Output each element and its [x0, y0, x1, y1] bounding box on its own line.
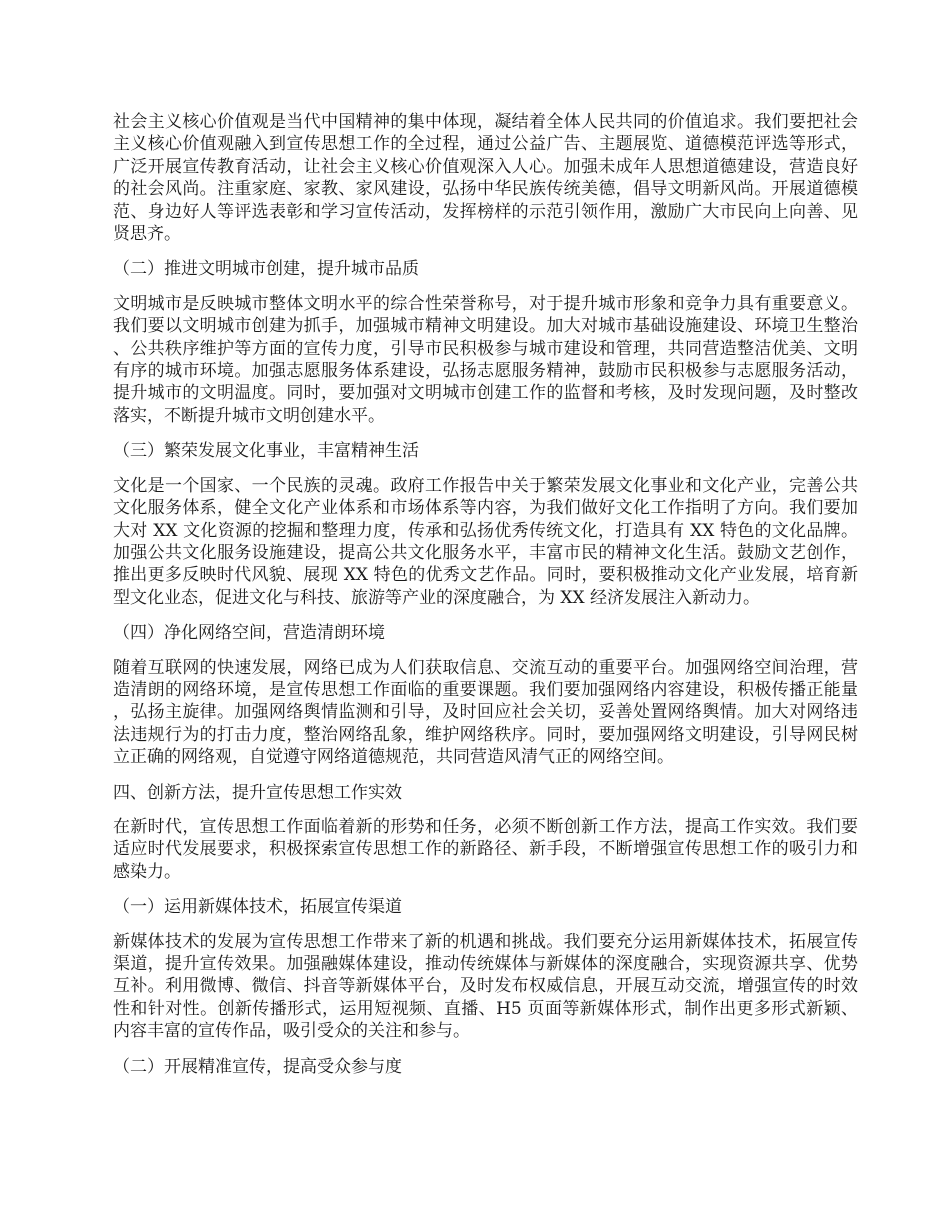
section-heading: （四）净化网络空间，营造清朗环境: [113, 623, 385, 644]
body-paragraph: 随着互联网的快速发展，网络已成为人们获取信息、交流互动的重要平台。加强网络空间治理，营造清朗的网络环境，是宣传思想工作面临的重要课题。我们要加强网络内容建设，积极传播正能量，弘扬主旋律。加强网络舆情监测和引导，及时回应社会关切，妥善处置网络舆情。加大对网络违法违规行为的打击力度，整治网络乱象，维护网络秩序。同时，要加强网络文明建设，引导网民树立正确的网络观，自觉遵守网络道德规范，共同营造风清气正的网络空间。: [113, 657, 858, 768]
section-heading: （二）推进文明城市创建，提升城市品质: [113, 259, 419, 280]
document-body: [113, 111, 858, 1090]
section-heading: （一）运用新媒体技术，拓展宣传渠道: [113, 897, 402, 918]
body-paragraph: 文化是一个国家、一个民族的灵魂。政府工作报告中关于繁荣发展文化事业和文化产业，完善公共文化服务体系，健全文化产业体系和市场体系等内容，为我们做好文化工作指明了方向。我们要加大对 XX 文化资源的挖掘和整理力度，传承和弘扬优秀传统文化，打造具有 XX 特色的文化品牌。加强公共文化服务设施建设，提高公共文化服务水平，丰富市民的精神文化生活。鼓励文艺创作，推出更多反映时代风貌、展现 XX 特色的优秀文艺作品。同时，要积极推动文化产业发展，培育新型文化业态，促进文化与科技、旅游等产业的深度融合，为 XX 经济发展注入新动力。: [113, 475, 858, 608]
chapter-heading: 四、创新方法，提升宣传思想工作实效: [113, 782, 402, 803]
section-heading: （二）开展精准宣传，提高受众参与度: [113, 1056, 402, 1077]
body-paragraph: 在新时代，宣传思想工作面临着新的形势和任务，必须不断创新工作方法，提高工作实效。我们要适应时代发展要求，积极探索宣传思想工作的新路径、新手段，不断增强宣传思想工作的吸引力和感染力。: [113, 816, 858, 882]
body-paragraph: 新媒体技术的发展为宣传思想工作带来了新的机遇和挑战。我们要充分运用新媒体技术，拓展宣传渠道，提升宣传效果。加强融媒体建设，推动传统媒体与新媒体的深度融合，实现资源共享、优势互补。利用微博、微信、抖音等新媒体平台，及时发布权威信息，开展互动交流，增强宣传的时效性和针对性。创新传播形式，运用短视频、直播、H5 页面等新媒体形式，制作出更多形式新颖、内容丰富的宣传作品，吸引受众的关注和参与。: [113, 931, 858, 1042]
section-heading: （三）繁荣发展文化事业，丰富精神生活: [113, 441, 419, 462]
body-paragraph: 社会主义核心价值观是当代中国精神的集中体现，凝结着全体人民共同的价值追求。我们要把社会主义核心价值观融入到宣传思想工作的全过程，通过公益广告、主题展览、道德模范评选等形式，广泛开展宣传教育活动，让社会主义核心价值观深入人心。加强未成年人思想道德建设，营造良好的社会风尚。注重家庭、家教、家风建设，弘扬中华民族传统美德，倡导文明新风尚。开展道德模范、身边好人等评选表彰和学习宣传活动，发挥榜样的示范引领作用，激励广大市民向上向善、见贤思齐。: [113, 112, 858, 245]
body-paragraph: 文明城市是反映城市整体文明水平的综合性荣誉称号，对于提升城市形象和竞争力具有重要意义。我们要以文明城市创建为抓手，加强城市精神文明建设。加大对城市基础设施建设、环境卫生整治、公共秩序维护等方面的宣传力度，引导市民积极参与城市建设和管理，共同营造整洁优美、文明有序的城市环境。加强志愿服务体系建设，弘扬志愿服务精神，鼓励市民积极参与志愿服务活动，提升城市的文明温度。同时，要加强对文明城市创建工作的监督和考核，及时发现问题，及时整改落实，不断提升城市文明创建水平。: [113, 293, 858, 426]
